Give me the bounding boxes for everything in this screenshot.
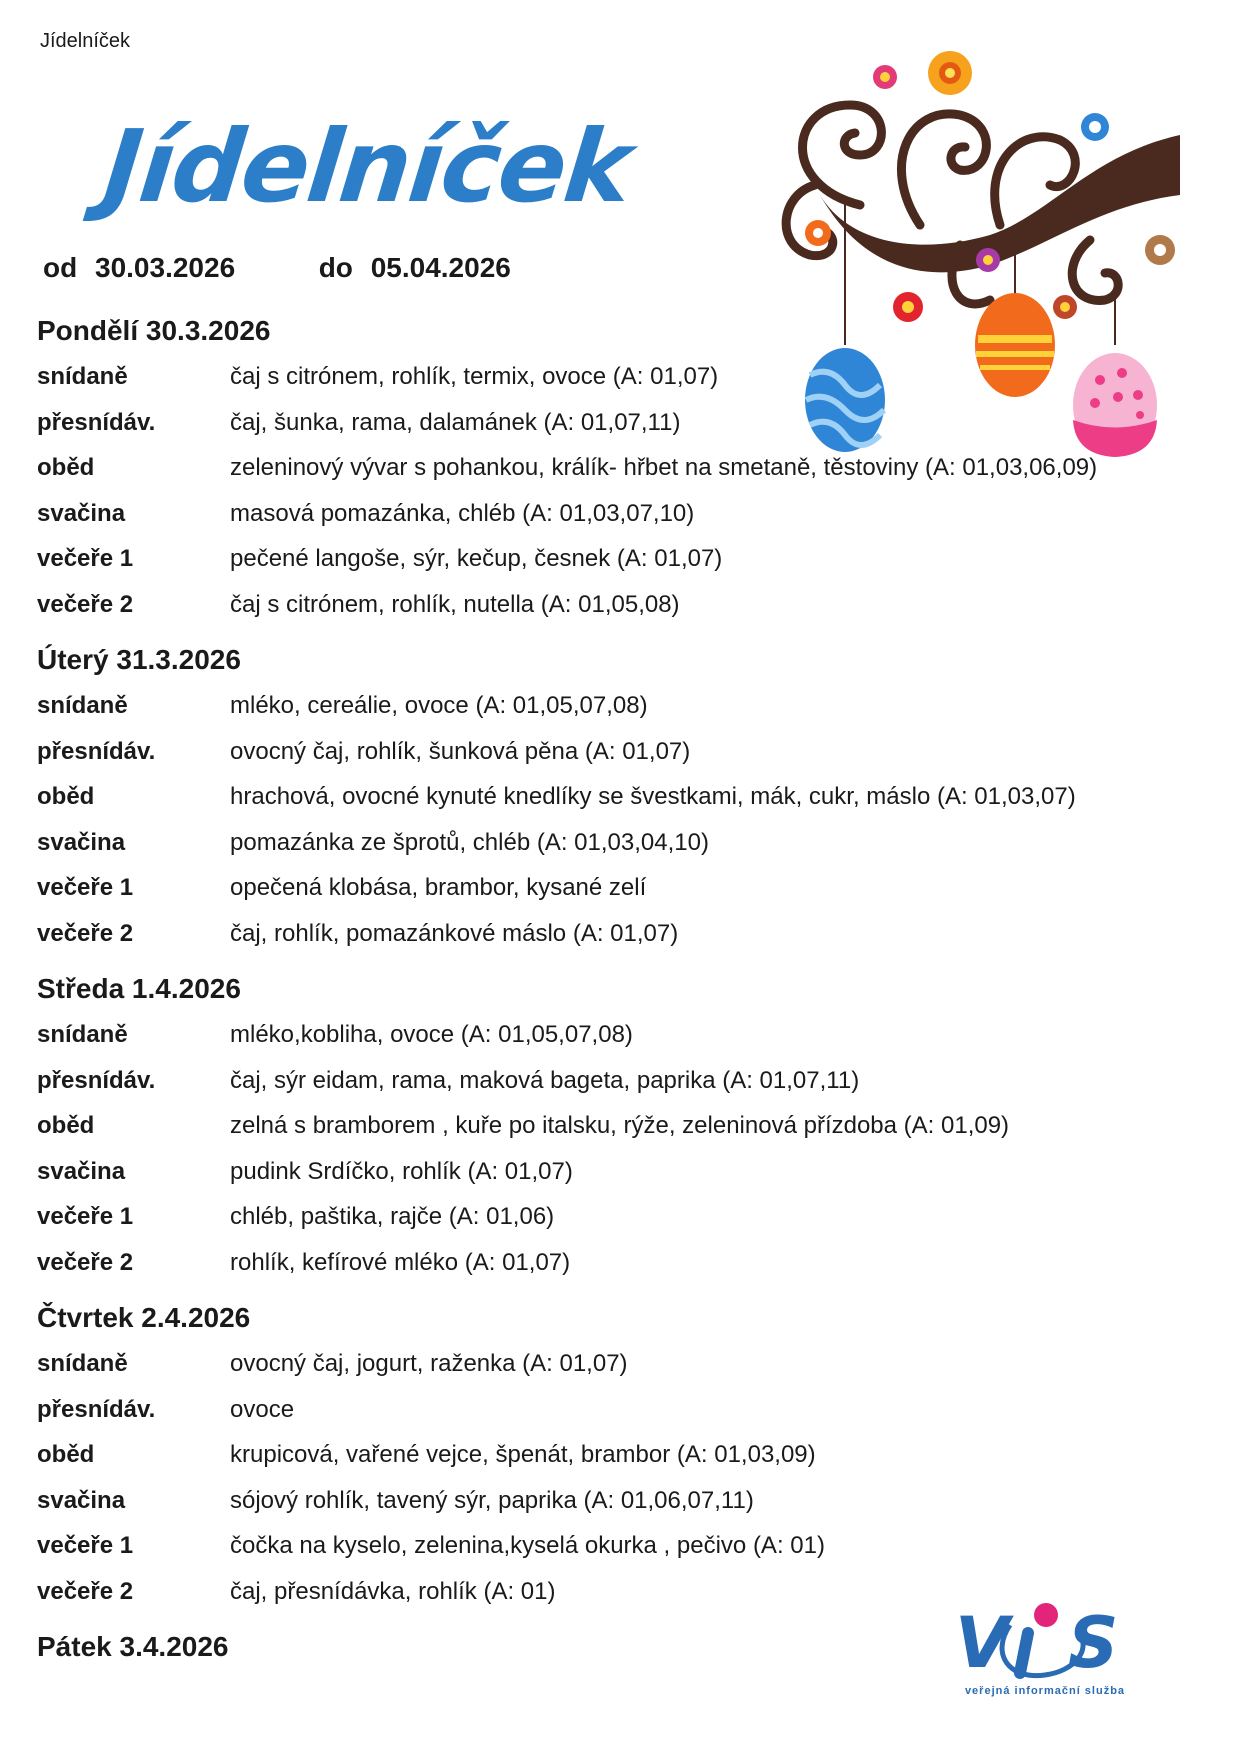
meal-description: ovocný čaj, rohlík, šunková pěna (A: 01,07) (230, 737, 691, 765)
meal-description: pudink Srdíčko, rohlík (A: 01,07) (230, 1157, 573, 1185)
meal-name: svačina (37, 1157, 126, 1185)
meal-name: oběd (37, 454, 95, 481)
meal-description: krupicová, vařené vejce, špenát, brambor (A: 01,03,09) (230, 1441, 816, 1468)
meal-row (37, 1432, 1157, 1478)
meal-row (37, 1012, 1157, 1058)
meal-name: svačina (37, 1486, 126, 1514)
from-date: 30.03.2026 (95, 252, 236, 283)
meal-name: oběd (37, 1112, 95, 1139)
meal-row (37, 1240, 1157, 1286)
meal-description: čaj, sýr eidam, rama, maková bageta, paprika (A: 01,07,11) (230, 1066, 860, 1094)
meal-name: večeře 1 (37, 545, 134, 572)
meal-name: snídaně (37, 692, 128, 719)
meal-row (37, 1058, 1157, 1104)
meal-description: pomazánka ze šprotů, chléb (A: 01,03,04,10) (230, 828, 709, 856)
meal-description: ovoce (230, 1395, 295, 1423)
meal-description: zeleninový vývar s pohankou, králík- hřbet na smetaně, těstoviny (A: 01,03,06,09) (230, 454, 1098, 481)
vis-logo (950, 1595, 1140, 1705)
day-section (37, 1295, 1157, 1614)
day-title: Úterý 31.3.2026 (37, 644, 241, 675)
meal-description: hrachová, ovocné kynuté knedlíky se švestkami, mák, cukr, máslo (A: 01,03,07) (230, 783, 1076, 810)
from-label: od (43, 252, 78, 283)
meal-name: oběd (37, 1441, 95, 1468)
page-title: Jídelníček (98, 108, 636, 225)
meal-description: masová pomazánka, chléb (A: 01,03,07,10) (230, 499, 695, 527)
vis-logo-mark (950, 1595, 1140, 1685)
meal-row (37, 820, 1157, 866)
meal-row (37, 445, 1157, 491)
menu-list (37, 308, 1157, 1680)
logo-tagline: veřejná informační služba (964, 1685, 1126, 1697)
meal-description: mléko,kobliha, ovoce (A: 01,05,07,08) (230, 1021, 633, 1048)
meal-row (37, 582, 1157, 628)
meal-description: mléko, cereálie, ovoce (A: 01,05,07,08) (230, 692, 648, 719)
meal-name: přesnídáv. (37, 1066, 156, 1094)
meal-description: čaj s citrónem, rohlík, termix, ovoce (A: 01,07) (230, 363, 719, 390)
meal-name: večeře 2 (37, 1577, 134, 1605)
meal-name: večeře 1 (37, 1203, 134, 1230)
meal-name: snídaně (37, 1350, 128, 1377)
svg-text:S: S (1068, 1602, 1119, 1684)
to-date: 05.04.2026 (370, 252, 511, 283)
meal-description: čaj, přesnídávka, rohlík (A: 01) (230, 1577, 556, 1605)
day-title: Pátek 3.4.2026 (37, 1631, 229, 1662)
meal-row (37, 865, 1157, 911)
meal-name: večeře 1 (37, 1532, 134, 1559)
day-title: Pondělí 30.3.2026 (37, 315, 271, 346)
meal-row (37, 354, 1157, 400)
meal-row (37, 1523, 1157, 1569)
meal-description: rohlík, kefírové mléko (A: 01,07) (230, 1248, 571, 1276)
meal-description: zelná s bramborem , kuře po italsku, rýže, zeleninová přízdoba (A: 01,09) (230, 1112, 1010, 1139)
day-section (37, 966, 1157, 1285)
meal-name: večeře 1 (37, 874, 134, 901)
meal-name: oběd (37, 783, 95, 810)
meal-row (37, 1341, 1157, 1387)
meal-row (37, 491, 1157, 537)
meal-row (37, 729, 1157, 775)
meal-description: sójový rohlík, tavený sýr, paprika (A: 01,06,07,11) (230, 1486, 754, 1514)
meal-description: opečená klobása, brambor, kysané zelí (230, 874, 647, 901)
date-range (43, 252, 521, 284)
meal-row (37, 774, 1157, 820)
meal-name: snídaně (37, 1021, 128, 1048)
day-title: Středa 1.4.2026 (37, 973, 241, 1004)
to-label: do (318, 252, 353, 283)
meal-description: pečené langoše, sýr, kečup, česnek (A: 01,07) (230, 545, 723, 572)
meal-description: čaj s citrónem, rohlík, nutella (A: 01,05,08) (230, 590, 680, 618)
meal-row (37, 683, 1157, 729)
meal-description: čočka na kyselo, zelenina,kyselá okurka , pečivo (A: 01) (230, 1532, 825, 1559)
meal-name: večeře 2 (37, 590, 134, 618)
meal-row (37, 1194, 1157, 1240)
meal-row (37, 911, 1157, 957)
meal-name: svačina (37, 499, 126, 527)
meal-name: snídaně (37, 363, 128, 390)
meal-name: svačina (37, 828, 126, 856)
meal-row (37, 1387, 1157, 1433)
meal-name: večeře 2 (37, 919, 134, 947)
meal-description: čaj, šunka, rama, dalamánek (A: 01,07,11) (230, 408, 681, 436)
meal-row (37, 1478, 1157, 1524)
meal-row (37, 1149, 1157, 1195)
meal-description: čaj, rohlík, pomazánkové máslo (A: 01,07) (230, 919, 679, 947)
meal-name: přesnídáv. (37, 1395, 156, 1423)
svg-text:V: V (955, 1602, 1010, 1684)
meal-name: večeře 2 (37, 1248, 134, 1276)
day-title: Čtvrtek 2.4.2026 (37, 1302, 251, 1333)
meal-description: chléb, paštika, rajče (A: 01,06) (230, 1203, 555, 1230)
document-label: Jídelníček (40, 30, 131, 52)
meal-name: přesnídáv. (37, 408, 156, 436)
meal-row (37, 536, 1157, 582)
meal-row (37, 1103, 1157, 1149)
day-section (37, 637, 1157, 956)
day-section (37, 308, 1157, 627)
meal-description: ovocný čaj, jogurt, raženka (A: 01,07) (230, 1350, 628, 1377)
meal-name: přesnídáv. (37, 737, 156, 765)
meal-row (37, 400, 1157, 446)
